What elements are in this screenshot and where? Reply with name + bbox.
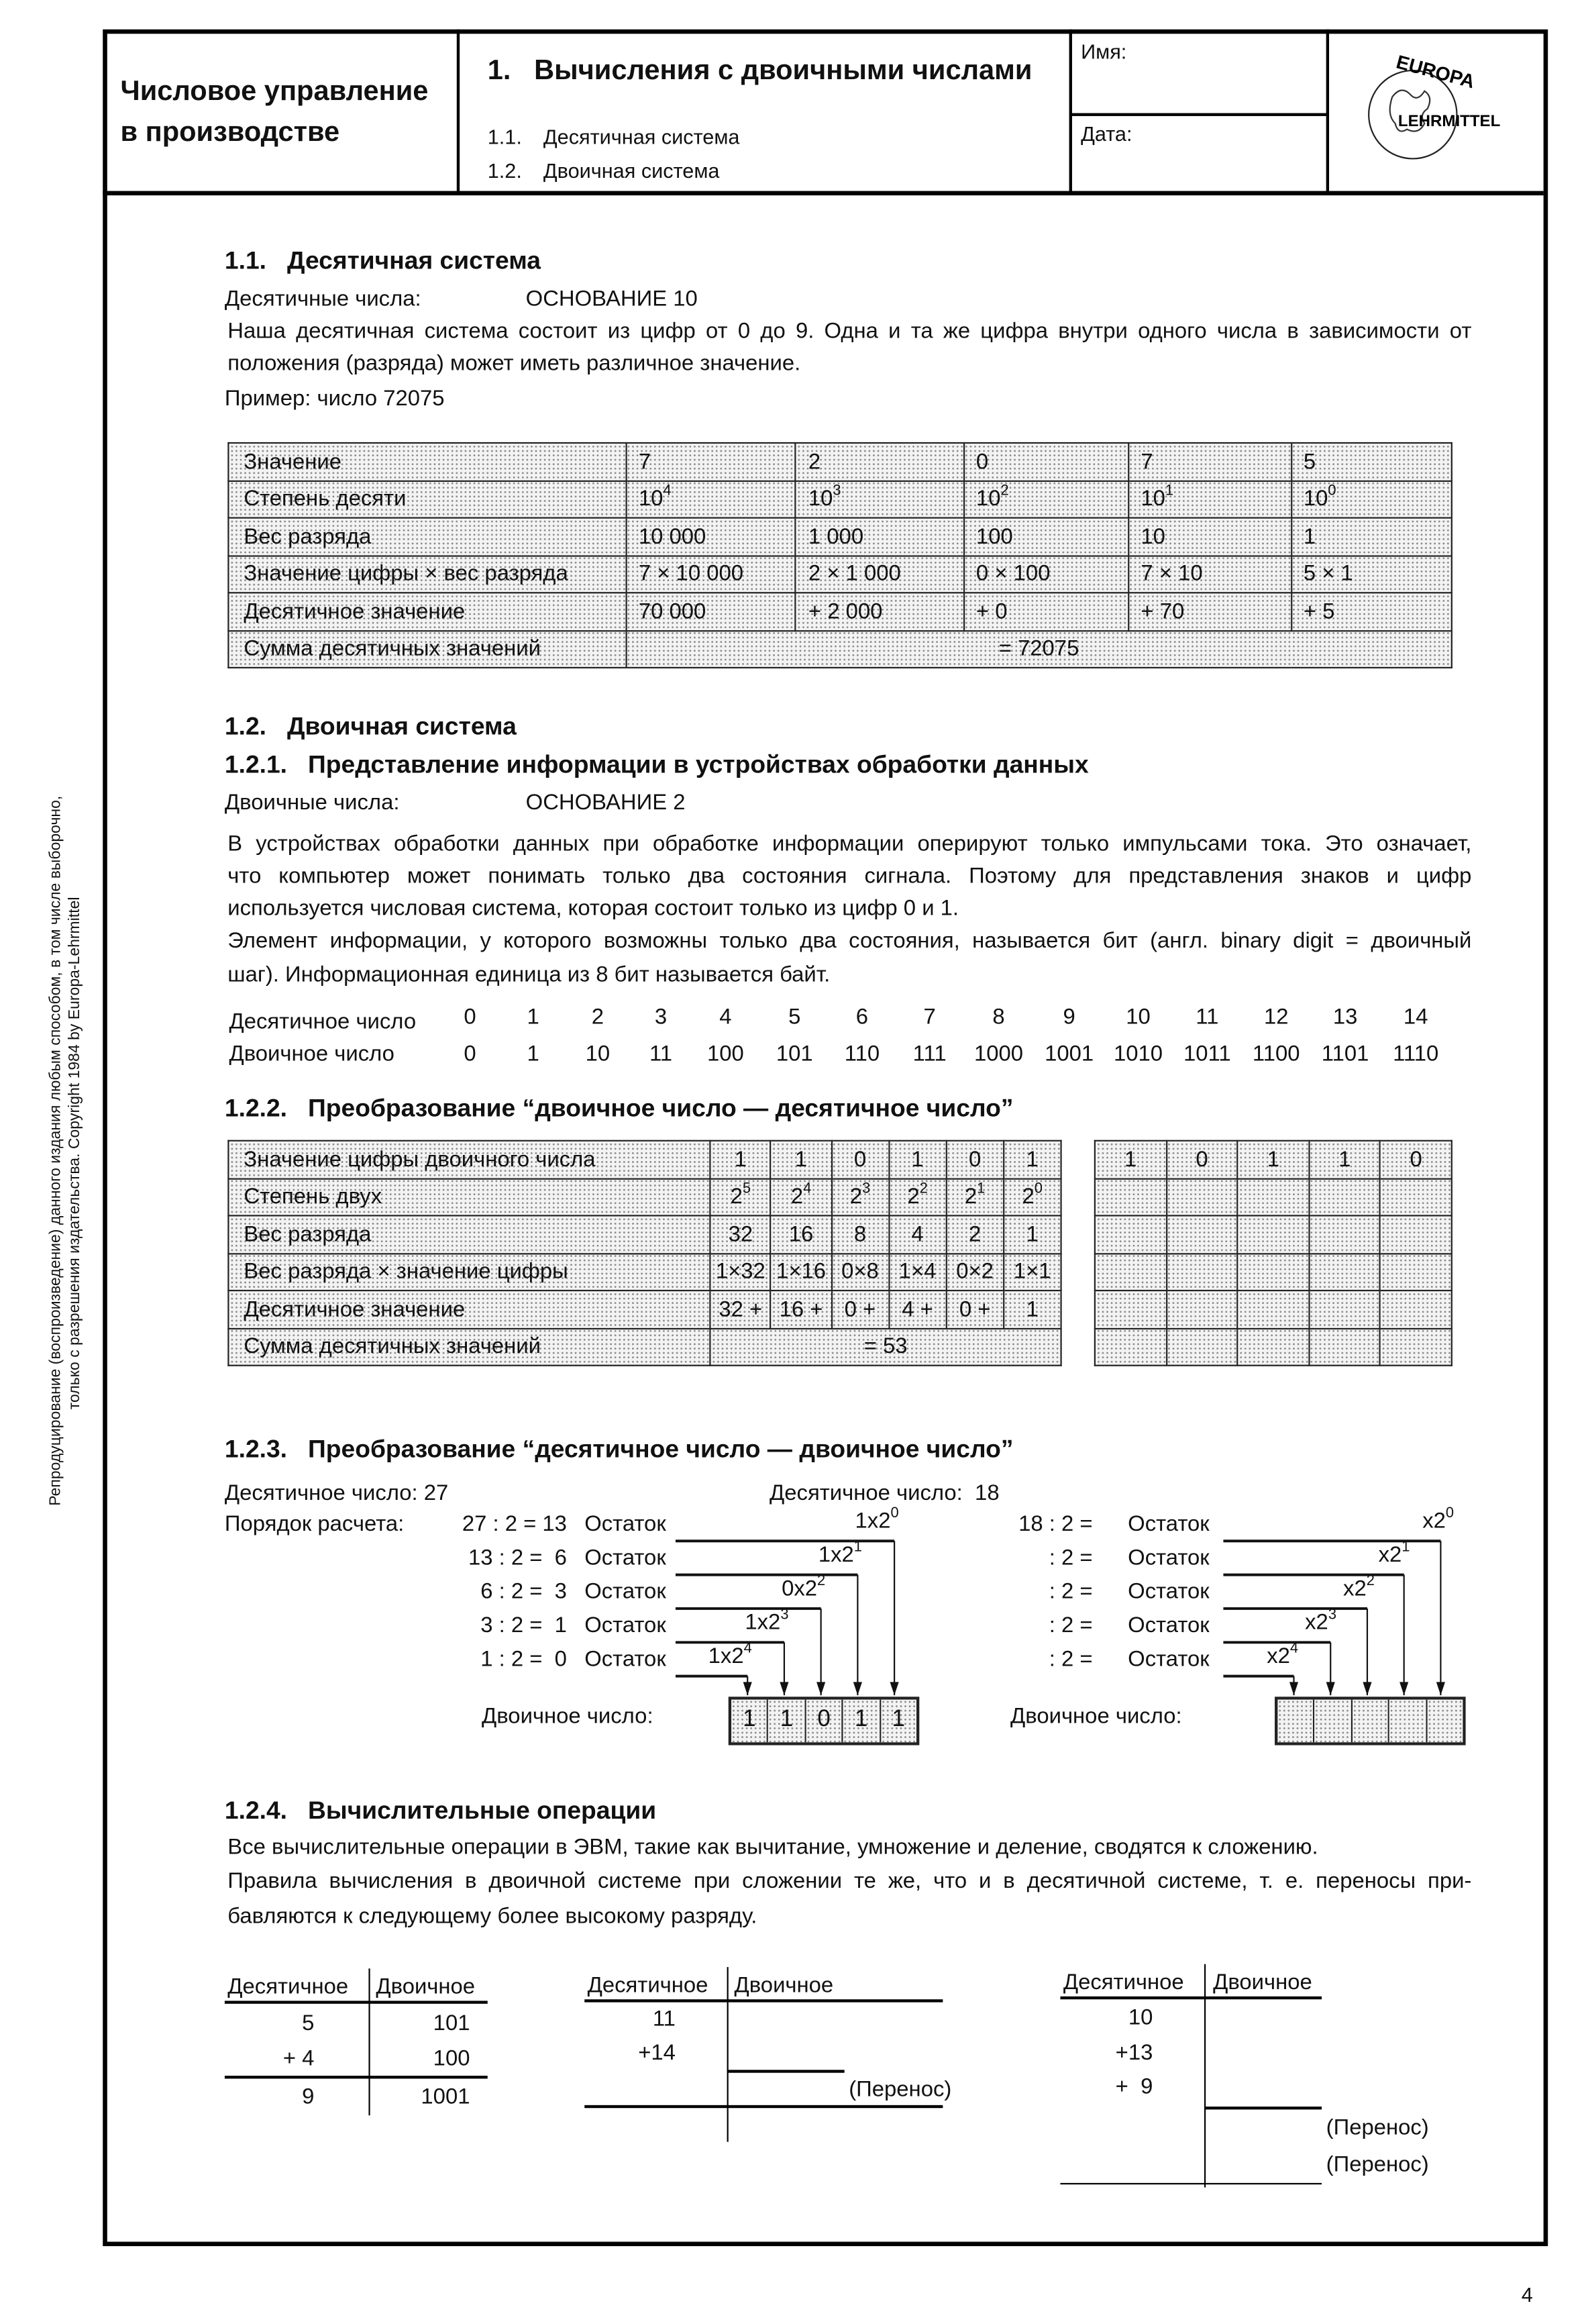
col-dec-header: Десятичное bbox=[587, 1972, 708, 1999]
label: Десятичное число: bbox=[224, 1480, 418, 1506]
division-step: 1 : 2 = 0 bbox=[480, 1646, 567, 1672]
term-base: 1x2 bbox=[708, 1644, 744, 1669]
division-step: 13 : 2 = 6 bbox=[468, 1545, 567, 1571]
table-cell: 1×4 bbox=[889, 1253, 947, 1291]
table-cell: 2 × 1 000 bbox=[796, 555, 963, 593]
table-cell: 1 bbox=[889, 1141, 947, 1178]
dec-value: 9 bbox=[302, 2084, 315, 2110]
term-base: 0x2 bbox=[782, 1576, 818, 1602]
table-cell: 0 bbox=[831, 1141, 889, 1178]
bin-number: 101 bbox=[776, 1042, 813, 1067]
section-heading-1-2-1: 1.2.1. Представление информации в устройствах обработки данных bbox=[224, 750, 1089, 779]
dec-number: 8 bbox=[992, 1005, 1005, 1030]
remainder-label: Остаток bbox=[584, 1545, 666, 1571]
arrowhead-icon bbox=[1326, 1682, 1335, 1695]
table-cell: 7 bbox=[1128, 443, 1291, 481]
power-base: 2 bbox=[730, 1184, 743, 1210]
toc-label: Двоичная система bbox=[543, 158, 720, 183]
row-label: Значение цифры × вес разряда bbox=[228, 555, 626, 593]
side-note-line: только с разрешения издательства. Copyright 1984 by Europa-Lehrmittel bbox=[66, 897, 84, 1410]
base-label: Десятичные числа: bbox=[224, 286, 421, 312]
remainder-label: Остаток bbox=[584, 1511, 666, 1537]
sum-value: = 53 bbox=[710, 1328, 1061, 1366]
binary-result-label: Двоичное число: bbox=[481, 1704, 653, 1729]
table-cell: + 70 bbox=[1128, 593, 1291, 630]
paragraph-line: Наша десятичная система состоит из цифр от 0 до 9. Одна и та же цифра внутри одного числа в зависимости от bbox=[227, 319, 1472, 344]
term-base: x2 bbox=[1422, 1509, 1446, 1534]
bin-number: 111 bbox=[912, 1042, 947, 1067]
toc-num: 1.2. bbox=[487, 158, 522, 183]
remainder-label: Остаток bbox=[584, 1579, 666, 1605]
row-label: Степень двух bbox=[228, 1178, 710, 1216]
section-heading-1-2-3: 1.2.3. Преобразование “десятичное число — двоичное число” bbox=[224, 1435, 1014, 1464]
power-base: 10 bbox=[1303, 487, 1328, 512]
table-cell: 1 bbox=[771, 1141, 831, 1178]
dec-number: 2 bbox=[591, 1005, 604, 1030]
section-heading-1-1: 1.1. Десятичная система bbox=[224, 246, 541, 275]
row-label: Десятичное значение bbox=[228, 1291, 710, 1328]
dec-number: 13 bbox=[1332, 1005, 1358, 1030]
rule bbox=[1204, 2107, 1322, 2109]
rule bbox=[225, 2076, 488, 2078]
section-heading-1-2-2: 1.2.2. Преобразование “двоичное число — десятичное число” bbox=[224, 1094, 1014, 1123]
term-base: 1x2 bbox=[818, 1542, 854, 1568]
table-cell: 1 bbox=[1004, 1215, 1061, 1253]
remainder-label: Остаток bbox=[1128, 1511, 1210, 1537]
bin-row-label: Двоичное число bbox=[229, 1042, 394, 1067]
binary-digit-cell: 1 bbox=[769, 1700, 806, 1742]
table-cell: 0 × 100 bbox=[963, 555, 1128, 593]
order-label: Порядок расчета: bbox=[224, 1511, 405, 1537]
bin-value: 1001 bbox=[421, 2084, 470, 2110]
row-label: Степень десяти bbox=[228, 481, 626, 518]
toc-num: 1.1. bbox=[487, 125, 522, 149]
power-exponent: 5 bbox=[742, 1181, 751, 1198]
remainder-label: Остаток bbox=[1128, 1646, 1210, 1672]
paragraph-line: Правила вычисления в двоичной системе при сложении те же, что и в десятичной системе, т. е. переносы при- bbox=[227, 1868, 1472, 1894]
section-heading-1-2: 1.2. Двоичная система bbox=[224, 712, 517, 741]
table-cell: 7 bbox=[626, 443, 796, 481]
table-cell: 32 + bbox=[710, 1291, 771, 1328]
table-cell: 32 bbox=[710, 1215, 771, 1253]
dec-number: 1 bbox=[527, 1005, 539, 1030]
binary-digit-cell: 1 bbox=[843, 1700, 881, 1742]
table-cell: 0 + bbox=[831, 1291, 889, 1328]
value: 18 bbox=[975, 1480, 1000, 1506]
dec-number: 4 bbox=[719, 1005, 732, 1030]
carry-label: (Перенос) bbox=[849, 2077, 952, 2103]
power-base: 10 bbox=[638, 487, 664, 512]
term-base: x2 bbox=[1267, 1644, 1290, 1669]
table-cell: 8 bbox=[831, 1215, 889, 1253]
row-label: Значение цифры двоичного числа bbox=[228, 1141, 710, 1178]
division-step: 3 : 2 = 1 bbox=[480, 1613, 567, 1638]
row-label: Вес разряда bbox=[228, 518, 626, 556]
arrowhead-icon bbox=[1399, 1682, 1408, 1695]
bin-number: 11 bbox=[649, 1042, 673, 1067]
section-heading-1-2-4: 1.2.4. Вычислительные операции bbox=[224, 1797, 657, 1825]
power-exponent: 3 bbox=[862, 1181, 871, 1198]
row-label: Сумма десятичных значений bbox=[228, 1328, 710, 1366]
example-text: Пример: число 72075 bbox=[224, 386, 445, 411]
col-bin-header: Двоичное bbox=[1213, 1970, 1312, 1995]
division-step: 6 : 2 = 3 bbox=[480, 1579, 567, 1605]
term-base: x2 bbox=[1305, 1610, 1328, 1635]
power-base: 2 bbox=[907, 1184, 920, 1210]
page-number: 4 bbox=[1521, 2282, 1533, 2307]
term-base: 1x2 bbox=[855, 1509, 891, 1534]
row-label: Вес разряда bbox=[228, 1215, 710, 1253]
paragraph-line: В устройствах обработки данных при обработке информации оперируют только импульсами тока. Это означает, bbox=[227, 831, 1472, 857]
power-base: 10 bbox=[1141, 487, 1165, 512]
table-cell: 2 bbox=[946, 1215, 1004, 1253]
arrowhead-icon bbox=[1436, 1682, 1445, 1695]
term-base: 1x2 bbox=[745, 1610, 781, 1635]
dec-number: 3 bbox=[654, 1005, 668, 1030]
paragraph-line: используется числовая система, которая состоит только из цифр 0 и 1. bbox=[227, 896, 959, 921]
label: Десятичное число: bbox=[770, 1480, 963, 1506]
arrowhead-icon bbox=[1289, 1682, 1298, 1695]
power-base: 10 bbox=[808, 487, 833, 512]
paragraph-line: бавляются к следующему более высокому разряду. bbox=[227, 1903, 757, 1929]
table-cell: 0×2 bbox=[946, 1253, 1004, 1291]
table-cell: 1×1 bbox=[1004, 1253, 1061, 1291]
row-label: Сумма десятичных значений bbox=[228, 630, 626, 668]
dec-number: 12 bbox=[1263, 1005, 1289, 1030]
table-cell: 1×32 bbox=[710, 1253, 771, 1291]
table-cell: 4 bbox=[889, 1215, 947, 1253]
power-exponent: 1 bbox=[1165, 483, 1174, 500]
table-cell: + 0 bbox=[963, 593, 1128, 630]
power-exponent: 0 bbox=[1034, 1181, 1043, 1198]
division-step: : 2 = bbox=[1049, 1646, 1093, 1672]
paragraph-line: шаг). Информационная единица из 8 бит называется байт. bbox=[227, 962, 831, 988]
subject-title-line2: в производстве bbox=[120, 117, 340, 149]
dec-value: 11 bbox=[652, 2007, 676, 2032]
table-cell: 0 bbox=[963, 443, 1128, 481]
remainder-label: Остаток bbox=[584, 1646, 666, 1672]
bin-number: 1000 bbox=[973, 1042, 1024, 1067]
power-exponent: 2 bbox=[919, 1181, 928, 1198]
col-divider bbox=[368, 1968, 370, 2115]
rule bbox=[1060, 2183, 1322, 2184]
bin-number: 1001 bbox=[1045, 1042, 1094, 1067]
division-step: 27 : 2 = 13 bbox=[462, 1511, 567, 1537]
term-exponent: 0 bbox=[1445, 1505, 1455, 1522]
table-cell: 5 bbox=[1291, 443, 1452, 481]
table-cell: + 5 bbox=[1291, 593, 1452, 630]
rule bbox=[584, 1999, 943, 2002]
bin-number: 1 bbox=[527, 1042, 539, 1067]
arrowhead-icon bbox=[890, 1682, 899, 1695]
table-cell: 1 bbox=[1291, 518, 1452, 556]
division-step: : 2 = bbox=[1049, 1579, 1093, 1605]
table-cell: 0 bbox=[1380, 1141, 1451, 1178]
rule bbox=[225, 2001, 488, 2003]
bin-number: 1010 bbox=[1113, 1042, 1163, 1067]
table-cell: 70 000 bbox=[626, 593, 796, 630]
power-exponent: 0 bbox=[1328, 483, 1336, 500]
carry-label: (Перенос) bbox=[1326, 2152, 1429, 2178]
paragraph-line: что компьютер может понимать только два состояния сигнала. Поэтому для представления знаков и цифр bbox=[227, 864, 1472, 889]
arrowhead-icon bbox=[780, 1682, 788, 1695]
dec-number: 14 bbox=[1403, 1005, 1428, 1030]
binary-result-boxes-empty bbox=[1275, 1697, 1466, 1745]
bin-number: 1011 bbox=[1183, 1042, 1231, 1067]
col-divider bbox=[727, 1967, 729, 2141]
arrowhead-icon bbox=[1363, 1682, 1371, 1695]
term-exponent: 0 bbox=[890, 1505, 899, 1522]
remainder-label: Остаток bbox=[1128, 1613, 1210, 1638]
side-note-line: Репродуцирование (воспроизведение) данного издания любым способом, в том числе выборочно, bbox=[47, 795, 65, 1506]
term-exponent: 3 bbox=[1328, 1607, 1336, 1623]
term-exponent: 3 bbox=[780, 1607, 789, 1623]
binary-digit-cell bbox=[1277, 1700, 1315, 1742]
col-bin-header: Двоичное bbox=[376, 1974, 476, 2000]
bin-number: 10 bbox=[585, 1042, 611, 1067]
col-dec-header: Десятичное bbox=[227, 1974, 349, 2000]
table-cell: 0×8 bbox=[831, 1253, 889, 1291]
term-exponent: 4 bbox=[743, 1641, 752, 1658]
table-cell: 1 bbox=[710, 1141, 771, 1178]
table-cell: 1 000 bbox=[796, 518, 963, 556]
rule bbox=[1060, 1997, 1322, 1999]
table-cell: 1 bbox=[1004, 1141, 1061, 1178]
bin-number: 110 bbox=[844, 1042, 880, 1067]
col-bin-header: Двоичное bbox=[734, 1972, 834, 1999]
binary-digit-cell bbox=[1353, 1700, 1390, 1742]
table-cell: 1 bbox=[1004, 1291, 1061, 1328]
table-cell: 7 × 10 bbox=[1128, 555, 1291, 593]
dec-value: + 4 bbox=[282, 2046, 315, 2072]
dec-value: +13 bbox=[1115, 2040, 1153, 2066]
table-cell: + 2 000 bbox=[796, 593, 963, 630]
paragraph-line: Все вычислительные операции в ЭВМ, такие как вычитание, умножение и деление, сводятся к сложению. bbox=[227, 1835, 1318, 1860]
name-label: Имя: bbox=[1081, 40, 1127, 64]
binary-digit-cell: 1 bbox=[881, 1700, 916, 1742]
dec-number: 5 bbox=[788, 1005, 801, 1030]
bin-number: 1110 bbox=[1393, 1042, 1439, 1067]
chapter-title: 1. Вычисления с двоичными числами bbox=[487, 56, 1033, 87]
bin-value: 101 bbox=[433, 2011, 470, 2036]
dec-number: 9 bbox=[1063, 1005, 1075, 1030]
term-exponent: 4 bbox=[1289, 1641, 1299, 1658]
subject-title-line1: Числовое управление bbox=[120, 76, 429, 107]
binary-digit-cell bbox=[1389, 1700, 1427, 1742]
binary-result-label: Двоичное число: bbox=[1010, 1704, 1182, 1729]
term-base: x2 bbox=[1343, 1576, 1367, 1602]
term-exponent: 2 bbox=[1366, 1573, 1375, 1590]
power-exponent: 4 bbox=[663, 483, 672, 500]
row-label: Значение bbox=[228, 443, 626, 481]
power-exponent: 4 bbox=[803, 1181, 812, 1198]
power-base: 2 bbox=[849, 1184, 863, 1210]
dec-number: 7 bbox=[923, 1005, 936, 1030]
carry-label: (Перенос) bbox=[1326, 2115, 1429, 2141]
dec-number: 11 bbox=[1196, 1005, 1219, 1030]
table-cell: 10 bbox=[1128, 518, 1291, 556]
date-label: Дата: bbox=[1081, 121, 1132, 146]
division-step: 18 : 2 = bbox=[1018, 1511, 1093, 1537]
col-dec-header: Десятичное bbox=[1063, 1970, 1184, 1995]
term-exponent: 1 bbox=[1402, 1539, 1410, 1556]
dec-number: 6 bbox=[855, 1005, 869, 1030]
paragraph-line: Элемент информации, у которого возможны только два состояния, называется бит (англ. binary digit = двоичный bbox=[227, 928, 1472, 954]
table-cell: 2 bbox=[796, 443, 963, 481]
power-base: 10 bbox=[975, 487, 1001, 512]
binary-digit-cell bbox=[1427, 1700, 1463, 1742]
toc-label: Десятичная система bbox=[543, 125, 740, 149]
bin-number: 100 bbox=[706, 1042, 744, 1067]
remainder-label: Остаток bbox=[584, 1613, 666, 1638]
bin-number: 1101 bbox=[1321, 1042, 1369, 1067]
table-cell: 16 + bbox=[771, 1291, 831, 1328]
value: 27 bbox=[423, 1480, 449, 1506]
term-base: x2 bbox=[1378, 1542, 1402, 1568]
table-cell: 5 × 1 bbox=[1291, 555, 1452, 593]
dec-value: +14 bbox=[638, 2040, 676, 2066]
remainder-label: Остаток bbox=[1128, 1579, 1210, 1605]
power-exponent: 1 bbox=[977, 1181, 986, 1198]
dec-value: 5 bbox=[302, 2011, 315, 2036]
dec-value: + 9 bbox=[1115, 2074, 1153, 2100]
power-base: 2 bbox=[964, 1184, 977, 1210]
term-exponent: 1 bbox=[853, 1539, 862, 1556]
bin-number: 1100 bbox=[1252, 1042, 1300, 1067]
table-cell: 0 bbox=[946, 1141, 1004, 1178]
dec-row-label: Десятичное число bbox=[229, 1009, 417, 1035]
arrowhead-icon bbox=[853, 1682, 862, 1695]
table-cell: 0 bbox=[1166, 1141, 1237, 1178]
sum-value: = 72075 bbox=[626, 630, 1452, 668]
division-step: : 2 = bbox=[1049, 1613, 1093, 1638]
dec-value: 10 bbox=[1128, 2005, 1153, 2031]
table-cell: 1 bbox=[1309, 1141, 1380, 1178]
rule bbox=[584, 2105, 943, 2108]
row-label: Десятичное значение bbox=[228, 593, 626, 630]
binary-digit-cell: 1 bbox=[731, 1700, 769, 1742]
power-base: 2 bbox=[790, 1184, 804, 1210]
division-step: : 2 = bbox=[1049, 1545, 1093, 1571]
dec-number: 0 bbox=[464, 1005, 476, 1030]
table-cell: 0 + bbox=[946, 1291, 1004, 1328]
table-cell: 100 bbox=[963, 518, 1128, 556]
table-cell: 1 bbox=[1095, 1141, 1166, 1178]
base-value: ОСНОВАНИЕ 2 bbox=[525, 790, 686, 815]
row-label: Вес разряда × значение цифры bbox=[228, 1253, 710, 1291]
bin-number: 0 bbox=[464, 1042, 476, 1067]
binary-digit-cell: 0 bbox=[806, 1700, 843, 1742]
binary-result-boxes bbox=[729, 1697, 920, 1745]
table-cell: 16 bbox=[771, 1215, 831, 1253]
bin-value: 100 bbox=[433, 2046, 470, 2072]
table-cell: 1 bbox=[1238, 1141, 1309, 1178]
base-value: ОСНОВАНИЕ 10 bbox=[525, 286, 698, 312]
logo-text-top: EUROPA bbox=[1393, 51, 1477, 93]
dec-number: 10 bbox=[1126, 1005, 1151, 1030]
remainder-label: Остаток bbox=[1128, 1545, 1210, 1571]
base-label: Двоичные числа: bbox=[224, 790, 400, 815]
table-cell: 7 × 10 000 bbox=[626, 555, 796, 593]
table-cell: 10 000 bbox=[626, 518, 796, 556]
power-exponent: 2 bbox=[1000, 483, 1009, 500]
logo-text-bottom: LEHRMITTEL bbox=[1397, 112, 1501, 131]
power-exponent: 3 bbox=[833, 483, 841, 500]
power-base: 2 bbox=[1022, 1184, 1035, 1210]
binary-digit-cell bbox=[1315, 1700, 1353, 1742]
arrowhead-icon bbox=[743, 1682, 752, 1695]
term-exponent: 2 bbox=[817, 1573, 826, 1590]
table-cell: 1×16 bbox=[771, 1253, 831, 1291]
table-cell: 4 + bbox=[889, 1291, 947, 1328]
paragraph-line: положения (разряда) может иметь различное значение. bbox=[227, 351, 801, 376]
arrowhead-icon bbox=[816, 1682, 825, 1695]
rule bbox=[727, 2070, 845, 2072]
